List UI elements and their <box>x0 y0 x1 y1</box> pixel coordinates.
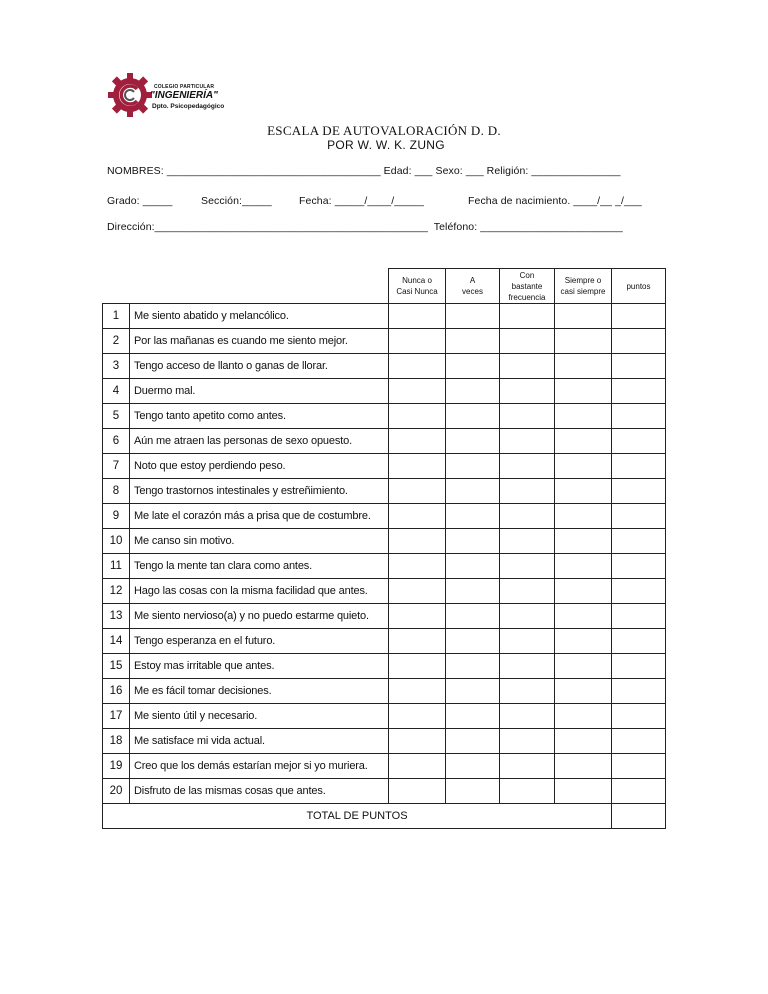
answer-siempre-cell[interactable] <box>555 404 612 429</box>
answer-bastante-cell[interactable] <box>500 529 555 554</box>
answer-a-veces-cell[interactable] <box>446 629 500 654</box>
table-row <box>103 404 666 429</box>
answer-a-veces-cell[interactable] <box>446 329 500 354</box>
item-statement: Me canso sin motivo. <box>130 529 389 554</box>
item-number: 11 <box>103 554 130 579</box>
answer-siempre-cell[interactable] <box>555 479 612 504</box>
item-number: 9 <box>103 504 130 529</box>
answer-a-veces-cell[interactable] <box>446 454 500 479</box>
item-number: 1 <box>103 304 130 329</box>
column-header-bastante: Con bastante frecuencia <box>500 269 555 304</box>
answer-nunca-cell[interactable] <box>389 604 446 629</box>
answer-bastante-cell[interactable] <box>500 754 555 779</box>
table-row <box>103 754 666 779</box>
item-number: 2 <box>103 329 130 354</box>
answer-siempre-cell[interactable] <box>555 629 612 654</box>
answer-bastante-cell[interactable] <box>500 504 555 529</box>
table-row <box>103 304 666 329</box>
item-number: 19 <box>103 754 130 779</box>
points-cell[interactable] <box>612 304 666 329</box>
item-statement: Noto que estoy perdiendo peso. <box>130 454 389 479</box>
answer-nunca-cell[interactable] <box>389 529 446 554</box>
answer-bastante-cell[interactable] <box>500 629 555 654</box>
item-number: 5 <box>103 404 130 429</box>
item-statement: Tengo trastornos intestinales y estreñimiento. <box>130 479 389 504</box>
points-cell[interactable] <box>612 379 666 404</box>
points-cell[interactable] <box>612 629 666 654</box>
form-field-fecha[interactable]: Fecha: _____/____/_____ <box>299 195 424 207</box>
table-row <box>103 529 666 554</box>
answer-siempre-cell[interactable] <box>555 504 612 529</box>
item-statement: Me late el corazón más a prisa que de costumbre. <box>130 504 389 529</box>
item-number: 16 <box>103 679 130 704</box>
school-logo <box>106 70 236 122</box>
answer-bastante-cell[interactable] <box>500 604 555 629</box>
answer-bastante-cell[interactable] <box>500 379 555 404</box>
answer-a-veces-cell[interactable] <box>446 404 500 429</box>
answer-nunca-cell[interactable] <box>389 304 446 329</box>
answer-a-veces-cell[interactable] <box>446 729 500 754</box>
table-header-row <box>103 269 666 304</box>
table-row <box>103 579 666 604</box>
answer-nunca-cell[interactable] <box>389 429 446 454</box>
item-number: 3 <box>103 354 130 379</box>
item-number: 8 <box>103 479 130 504</box>
item-statement: Me siento útil y necesario. <box>130 704 389 729</box>
answer-siempre-cell[interactable] <box>555 579 612 604</box>
answer-a-veces-cell[interactable] <box>446 604 500 629</box>
answer-siempre-cell[interactable] <box>555 754 612 779</box>
answer-siempre-cell[interactable] <box>555 454 612 479</box>
answer-a-veces-cell[interactable] <box>446 379 500 404</box>
answer-nunca-cell[interactable] <box>389 579 446 604</box>
form-field-nacimiento[interactable]: Fecha de nacimiento. ____/__ _/___ <box>468 195 642 207</box>
answer-nunca-cell[interactable] <box>389 679 446 704</box>
table-row <box>103 379 666 404</box>
points-cell[interactable] <box>612 504 666 529</box>
answer-nunca-cell[interactable] <box>389 379 446 404</box>
table-row <box>103 329 666 354</box>
answer-siempre-cell[interactable] <box>555 554 612 579</box>
item-number: 7 <box>103 454 130 479</box>
answer-bastante-cell[interactable] <box>500 554 555 579</box>
table-row <box>103 354 666 379</box>
answer-a-veces-cell[interactable] <box>446 704 500 729</box>
table-row <box>103 679 666 704</box>
answer-a-veces-cell[interactable] <box>446 779 500 804</box>
item-number: 12 <box>103 579 130 604</box>
answer-nunca-cell[interactable] <box>389 554 446 579</box>
gear-logo-icon <box>106 70 154 120</box>
logo-department: Dpto. Psicopedagógico <box>152 103 225 110</box>
points-cell[interactable] <box>612 679 666 704</box>
item-statement: Tengo acceso de llanto o ganas de llorar. <box>130 354 389 379</box>
item-statement: Por las mañanas es cuando me siento mejor. <box>130 329 389 354</box>
answer-siempre-cell[interactable] <box>555 679 612 704</box>
form-line-address[interactable]: Dirección:______________________________________________ Teléfono: ________________________ <box>107 221 623 233</box>
table-row <box>103 779 666 804</box>
answer-nunca-cell[interactable] <box>389 454 446 479</box>
header-blank-cell <box>103 269 389 304</box>
logo-school-type: COLEGIO PARTICULAR <box>154 84 215 90</box>
table-row <box>103 554 666 579</box>
answer-siempre-cell[interactable] <box>555 329 612 354</box>
points-cell[interactable] <box>612 579 666 604</box>
form-field-seccion[interactable]: Sección:_____ <box>201 195 272 207</box>
points-cell[interactable] <box>612 454 666 479</box>
answer-nunca-cell[interactable] <box>389 354 446 379</box>
answer-a-veces-cell[interactable] <box>446 554 500 579</box>
answer-siempre-cell[interactable] <box>555 429 612 454</box>
answer-bastante-cell[interactable] <box>500 579 555 604</box>
points-cell[interactable] <box>612 779 666 804</box>
column-header-a-veces: A veces <box>446 269 500 304</box>
answer-bastante-cell[interactable] <box>500 479 555 504</box>
item-statement: Me siento abatido y melancólico. <box>130 304 389 329</box>
answer-a-veces-cell[interactable] <box>446 354 500 379</box>
answer-nunca-cell[interactable] <box>389 479 446 504</box>
logo-school-name: "INGENIERÍA" <box>150 90 218 101</box>
answer-nunca-cell[interactable] <box>389 729 446 754</box>
points-cell[interactable] <box>612 354 666 379</box>
table-row <box>103 429 666 454</box>
points-cell[interactable] <box>612 729 666 754</box>
answer-siempre-cell[interactable] <box>555 354 612 379</box>
points-cell[interactable] <box>612 754 666 779</box>
answer-nunca-cell[interactable] <box>389 504 446 529</box>
document-title: ESCALA DE AUTOVALORACIÓN D. D. <box>267 123 501 138</box>
answer-nunca-cell[interactable] <box>389 404 446 429</box>
points-cell[interactable] <box>612 704 666 729</box>
item-number: 17 <box>103 704 130 729</box>
answer-bastante-cell[interactable] <box>500 454 555 479</box>
answer-nunca-cell[interactable] <box>389 704 446 729</box>
total-label: TOTAL DE PUNTOS <box>103 804 612 829</box>
answer-bastante-cell[interactable] <box>500 329 555 354</box>
table-row <box>103 454 666 479</box>
answer-bastante-cell[interactable] <box>500 679 555 704</box>
item-statement: Tengo la mente tan clara como antes. <box>130 554 389 579</box>
answer-a-veces-cell[interactable] <box>446 654 500 679</box>
answer-a-veces-cell[interactable] <box>446 679 500 704</box>
answer-siempre-cell[interactable] <box>555 529 612 554</box>
item-statement: Estoy mas irritable que antes. <box>130 654 389 679</box>
answer-a-veces-cell[interactable] <box>446 429 500 454</box>
answer-a-veces-cell[interactable] <box>446 304 500 329</box>
points-cell[interactable] <box>612 604 666 629</box>
document-subtitle: POR W. W. K. ZUNG <box>327 138 445 152</box>
table-row <box>103 504 666 529</box>
answer-a-veces-cell[interactable] <box>446 529 500 554</box>
points-cell[interactable] <box>612 329 666 354</box>
answer-bastante-cell[interactable] <box>500 729 555 754</box>
item-number: 4 <box>103 379 130 404</box>
answer-bastante-cell[interactable] <box>500 404 555 429</box>
item-number: 6 <box>103 429 130 454</box>
answer-siempre-cell[interactable] <box>555 604 612 629</box>
item-number: 18 <box>103 729 130 754</box>
answer-nunca-cell[interactable] <box>389 779 446 804</box>
table-row <box>103 729 666 754</box>
column-header-puntos: puntos <box>612 269 666 304</box>
item-statement: Disfruto de las mismas cosas que antes. <box>130 779 389 804</box>
points-cell[interactable] <box>612 654 666 679</box>
item-number: 20 <box>103 779 130 804</box>
points-cell[interactable] <box>612 429 666 454</box>
points-cell[interactable] <box>612 404 666 429</box>
answer-bastante-cell[interactable] <box>500 429 555 454</box>
item-statement: Hago las cosas con la misma facilidad que antes. <box>130 579 389 604</box>
answer-siempre-cell[interactable] <box>555 729 612 754</box>
answer-bastante-cell[interactable] <box>500 354 555 379</box>
table-row <box>103 654 666 679</box>
column-header-nunca: Nunca o Casi Nunca <box>389 269 446 304</box>
table-row <box>103 629 666 654</box>
points-cell[interactable] <box>612 529 666 554</box>
zung-scale-table <box>102 268 666 829</box>
form-line-names[interactable]: NOMBRES: ____________________________________ Edad: ___ Sexo: ___ Religión: _______________ <box>107 165 621 177</box>
table-row <box>103 704 666 729</box>
item-number: 10 <box>103 529 130 554</box>
item-statement: Aún me atraen las personas de sexo opuesto. <box>130 429 389 454</box>
points-cell[interactable] <box>612 554 666 579</box>
form-field-grado[interactable]: Grado: _____ <box>107 195 173 207</box>
points-cell[interactable] <box>612 479 666 504</box>
table-row <box>103 604 666 629</box>
item-statement: Tengo esperanza en el futuro. <box>130 629 389 654</box>
item-statement: Me siento nervioso(a) y no puedo estarme quieto. <box>130 604 389 629</box>
answer-bastante-cell[interactable] <box>500 779 555 804</box>
answer-a-veces-cell[interactable] <box>446 754 500 779</box>
answer-bastante-cell[interactable] <box>500 704 555 729</box>
item-statement: Creo que los demás estarían mejor si yo muriera. <box>130 754 389 779</box>
answer-nunca-cell[interactable] <box>389 329 446 354</box>
item-number: 15 <box>103 654 130 679</box>
item-statement: Me es fácil tomar decisiones. <box>130 679 389 704</box>
answer-siempre-cell[interactable] <box>555 304 612 329</box>
answer-siempre-cell[interactable] <box>555 779 612 804</box>
item-statement: Tengo tanto apetito como antes. <box>130 404 389 429</box>
answer-bastante-cell[interactable] <box>500 654 555 679</box>
item-statement: Duermo mal. <box>130 379 389 404</box>
answer-bastante-cell[interactable] <box>500 304 555 329</box>
answer-siempre-cell[interactable] <box>555 379 612 404</box>
item-number: 14 <box>103 629 130 654</box>
answer-a-veces-cell[interactable] <box>446 579 500 604</box>
answer-a-veces-cell[interactable] <box>446 479 500 504</box>
column-header-siempre: Siempre o casi siempre <box>555 269 612 304</box>
total-row <box>103 804 666 829</box>
answer-siempre-cell[interactable] <box>555 654 612 679</box>
answer-siempre-cell[interactable] <box>555 704 612 729</box>
answer-nunca-cell[interactable] <box>389 629 446 654</box>
answer-nunca-cell[interactable] <box>389 654 446 679</box>
item-number: 13 <box>103 604 130 629</box>
item-statement: Me satisface mi vida actual. <box>130 729 389 754</box>
answer-a-veces-cell[interactable] <box>446 504 500 529</box>
total-points-cell[interactable] <box>612 804 666 829</box>
answer-nunca-cell[interactable] <box>389 754 446 779</box>
table-row <box>103 479 666 504</box>
